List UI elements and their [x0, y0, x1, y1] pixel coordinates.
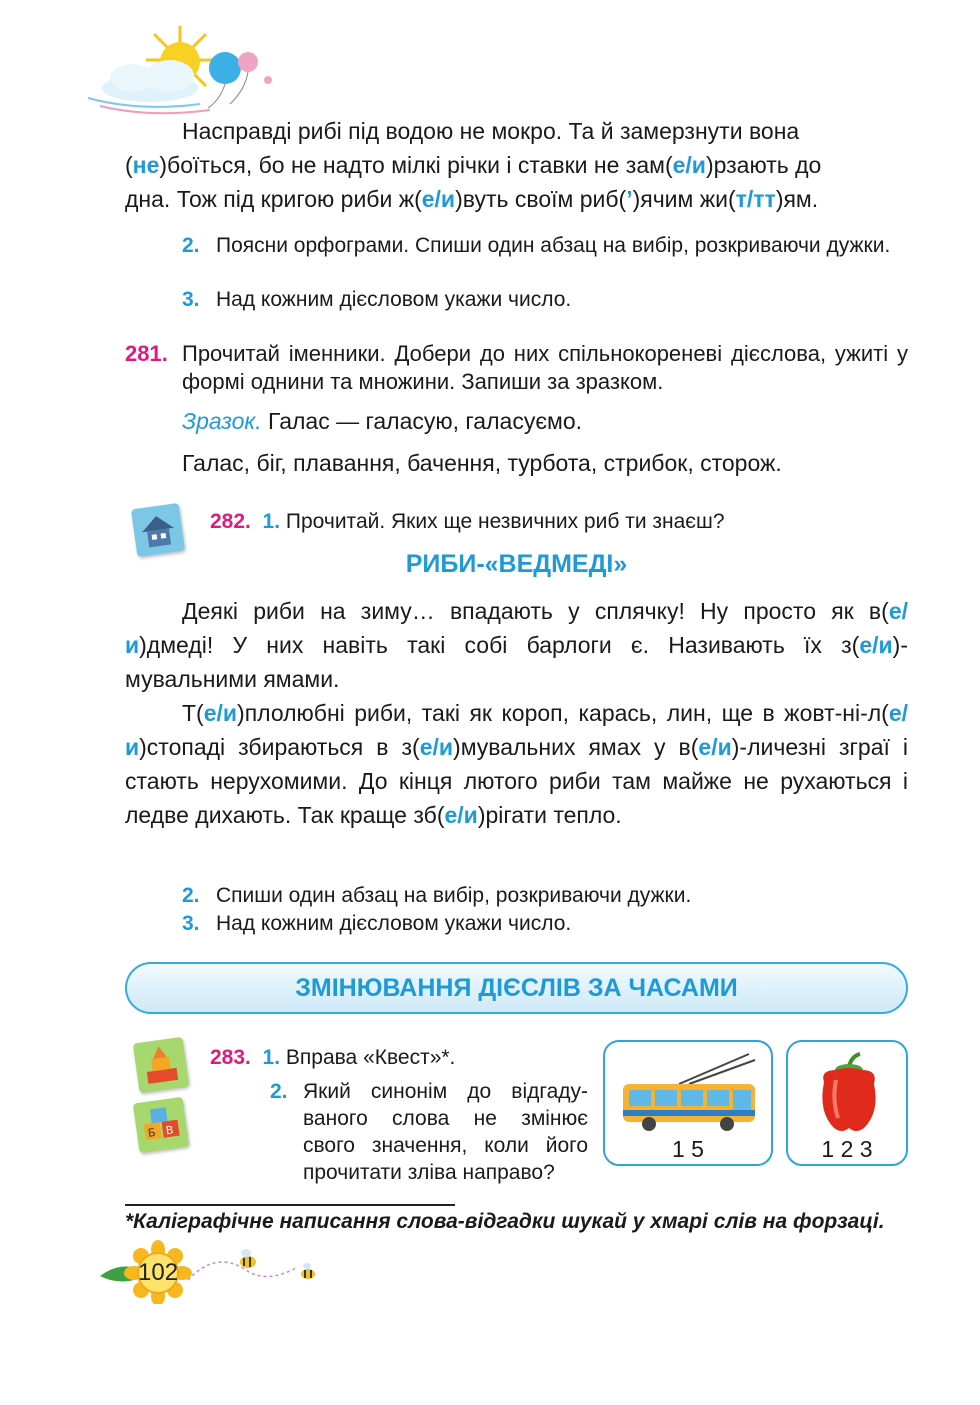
trolleybus-icon — [619, 1052, 761, 1134]
footnote: *Каліграфічне написання слова-відгадки шукай у хмарі слів на форзаці. — [125, 1210, 885, 1233]
story-title-bear-fish: РИБИ-«ВЕДМЕДІ» — [405, 550, 628, 578]
story-paragraph-fish-under-ice: Насправді рибі під водою не мокро. Та й замерзнути вона (не)боїться, бо не надто мілкі річки і ставки не зам(е/и)рзають до дна. Тож під кригою риби ж(е/и)вуть своїм риб(’)ячим жи(т/тт)ям. — [125, 118, 822, 212]
page-number: 102 — [138, 1259, 179, 1286]
story-paragraph-1: Деякі риби на зиму… впадають у сплячку! Ну просто як в(е/и)дмеді! У них навіть такі собі барлоги є. Називають їх з(е/и)-мувальними ямами. — [125, 598, 908, 692]
sun-cloud-balloons-decoration — [80, 20, 290, 120]
house-icon — [131, 503, 185, 557]
section-title: ЗМІНЮВАННЯ ДІЄСЛІВ ЗА ЧАСАМИ — [295, 974, 738, 1002]
task-3-verb-number: 3. Над кожним дієсловом укажи число. — [182, 288, 572, 311]
exercise-282-task-2: 2. Спиши один абзац на вибір, розкриваючи дужки. — [182, 884, 692, 907]
section-banner — [125, 962, 908, 1014]
bell-pepper-icon — [816, 1052, 882, 1134]
exercise-281: 281. Прочитай іменники. Добери до них спільнокореневі дієслова, ужиті у формі однини та множини. Запиши за зразком. — [125, 341, 908, 394]
svg-text:В: В — [164, 1123, 175, 1138]
toy-blocks-icon — [133, 1037, 189, 1093]
rebus-caption-1: 1 5 — [672, 1136, 704, 1162]
letter-cubes-icon — [133, 1097, 189, 1153]
exercise-281-sample: Зразок. Галас — галасую, галасуємо. — [182, 408, 583, 434]
flower-bee-decoration — [96, 1240, 328, 1304]
exercise-283-task-2: 2. Який синонім до відгаду-ваного слова не змінює свого значення, коли його прочитати зліва направо? — [270, 1080, 588, 1184]
rebus-card-trolleybus — [603, 1040, 773, 1166]
exercise-282-header: 282. 1. Прочитай. Яких ще незвичних риб ти знаєш? — [210, 510, 725, 533]
story-paragraph-2: Т(е/и)плолюбні риби, такі як короп, карась, лин, ще в жовт-ні-л(е/и)стопаді збираються в з(е/и)мувальних ямах у в(е/и)-личезні зграї і стають нерухомими. До кінця лютого риби там майже не рухаються і ледве дихають. Так краще зб(е/и)рігати тепло. — [125, 700, 908, 828]
exercise-283-header: 283. 1. Вправа «Квест»*. — [210, 1046, 456, 1069]
rebus-card-pepper — [786, 1040, 908, 1166]
exercise-282-task-3: 3. Над кожним дієсловом укажи число. — [182, 912, 572, 935]
rebus-caption-2: 1 2 3 — [821, 1136, 873, 1162]
task-2-orthograms: 2. Поясни орфограми. Спиши один абзац на вибір, розкриваючи дужки. — [182, 234, 891, 257]
exercise-281-words: Галас, біг, плавання, бачення, турбота, стрибок, сторож. — [182, 450, 782, 476]
footnote-divider — [125, 1204, 455, 1206]
svg-text:Б: Б — [147, 1125, 157, 1140]
